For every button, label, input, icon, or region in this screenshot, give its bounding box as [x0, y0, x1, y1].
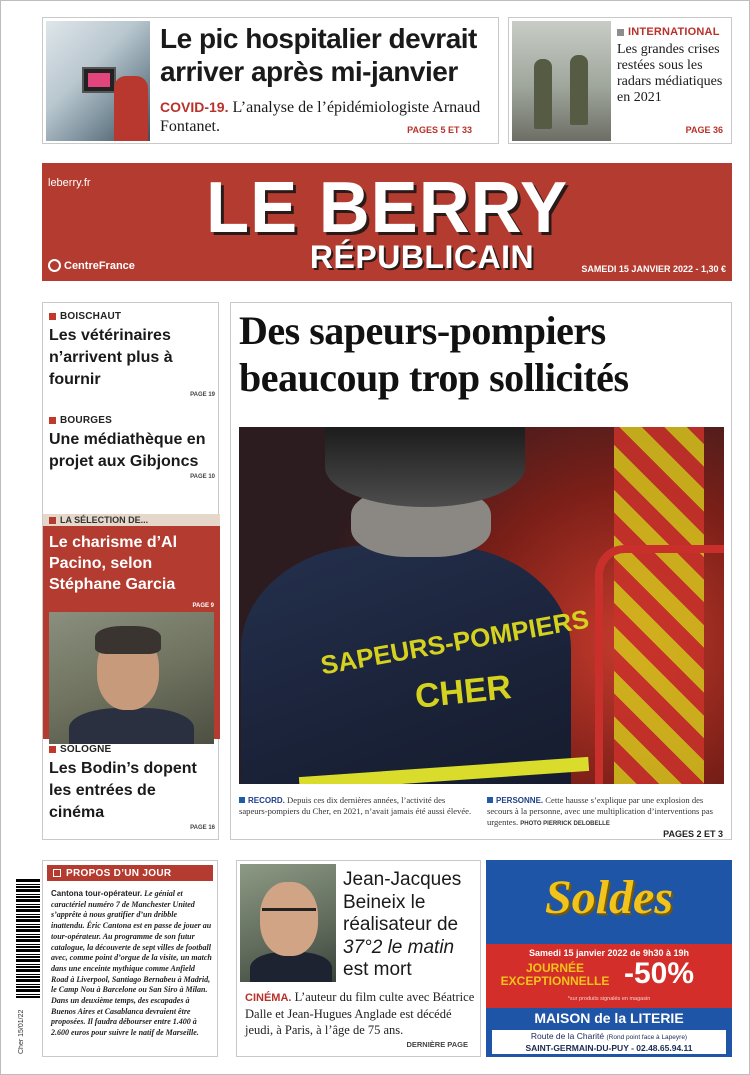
story-page: PAGE 19	[190, 392, 215, 398]
hospital-photo	[46, 21, 150, 141]
hair-shape	[95, 626, 161, 654]
story-boischaut[interactable]	[49, 311, 215, 398]
beineix-photo	[240, 864, 336, 982]
ad-fine-print: *sur produits signalés en magasin	[567, 996, 651, 1002]
propos-title: PROPOS D’UN JOUR	[66, 867, 172, 879]
teaser-international[interactable]	[508, 17, 732, 144]
masthead	[42, 163, 732, 281]
caption-label	[487, 796, 543, 805]
propos-lead: Cantona tour-opérateur.	[51, 889, 143, 898]
soldier-shape	[534, 59, 552, 129]
ad-deal-box	[486, 944, 732, 1008]
firefighter-helmet	[325, 427, 525, 507]
barcode-text: Cher 15/01/22	[18, 1009, 25, 1054]
portrait-photo	[49, 612, 214, 744]
beineix-text: L’auteur du film culte avec Béatrice Dalle et Jean-Hugues Anglade est décédé jeudi, à Paris, à l’âge de 75 ans.	[245, 990, 475, 1037]
caption-text: Cette hausse s’explique par une explosion des secours à la personne, avec une multiplication d’interventions pas urgentes.	[487, 795, 713, 827]
body-shape	[250, 952, 332, 982]
centrefrance-logo-icon	[48, 259, 61, 272]
caption-label-text: RECORD.	[248, 796, 285, 805]
kicker-label: LA SÉLECTION DE...	[60, 515, 149, 525]
story-kicker	[49, 744, 215, 755]
selection-headline: Le charisme d’Al Pacino, selon Stéphane Garcia	[49, 534, 178, 593]
truck-rail	[595, 545, 724, 784]
main-story-pages: PAGES 2 ET 3	[663, 829, 723, 839]
story-headline: Une médiathèque en projet aux Gibjoncs	[49, 431, 206, 470]
newspaper-subtitle: RÉPUBLICAIN	[309, 239, 535, 275]
teaser-international-body: Les grandes crises restées sous les radars médiatiques en 2021	[617, 42, 723, 105]
teaser-covid[interactable]	[42, 17, 499, 144]
ad-title: Soldes	[544, 871, 673, 924]
teaser-covid-text: L’analyse de l’épidémiologiste Arnaud Fontanet.	[160, 99, 481, 135]
propos-title-bar	[47, 865, 213, 881]
story-headline: Les Bodin’s dopent les entrées de cinéma	[49, 760, 197, 821]
teaser-covid-pages: PAGES 5 ET 33	[407, 125, 472, 135]
square-outline-icon	[53, 869, 61, 877]
monitor-shape	[82, 67, 116, 93]
main-headline: Des sapeurs-pompiers beaucoup trop sollicités	[239, 308, 629, 400]
story-page: PAGE 10	[190, 474, 215, 480]
headline-part: est mort	[343, 959, 412, 980]
story-kicker	[49, 415, 215, 426]
ad-address-line1: Route de la Charité	[530, 1031, 605, 1041]
square-bullet-icon	[239, 797, 245, 803]
square-bullet-icon	[617, 29, 624, 36]
ad-address-line2: SAINT-GERMAIN-DU-PUY - 02.48.65.94.11	[525, 1043, 693, 1053]
soldes-advertisement[interactable]	[486, 860, 732, 1057]
propos-text	[51, 889, 212, 1039]
beineix-body	[245, 989, 477, 1038]
caption-label	[239, 796, 285, 805]
caption-record	[239, 795, 473, 817]
square-bullet-icon	[49, 746, 56, 753]
ad-address-note: (Rond point face à Lapeyre)	[606, 1034, 688, 1041]
teaser-international-page: PAGE 36	[685, 125, 723, 135]
left-column	[42, 302, 219, 840]
barcode	[14, 878, 42, 1058]
photo-credit: PHOTO PIERRICK DELOBELLE	[520, 821, 610, 827]
selection-box[interactable]	[43, 514, 220, 739]
beineix-label: CINÉMA.	[245, 992, 292, 1004]
story-bourges[interactable]	[49, 415, 215, 480]
headline-part: Jean-Jacques Beineix le réalisateur de	[343, 869, 462, 935]
ad-address	[492, 1030, 726, 1054]
group-logo	[48, 259, 135, 272]
square-bullet-icon	[49, 313, 56, 320]
jacket-text-1: SAPEURS-POMPIERS	[318, 603, 592, 681]
square-bullet-icon	[487, 797, 493, 803]
issue-date-price: SAMEDI 15 JANVIER 2022 - 1,30 €	[581, 264, 726, 274]
caption-label-text: PERSONNE.	[496, 796, 544, 805]
ad-brand: MAISON de la LITERIE	[534, 1010, 684, 1026]
story-headline: Les vétérinaires n’arrivent plus à fournir	[49, 327, 173, 388]
teaser-international-kicker	[617, 26, 720, 38]
story-kicker	[49, 311, 215, 322]
propos-body: Le génial et caractériel numéro 7 de Manchester United s’apprête à nous gratifier d’un dribble inattendu. Éric Cantona est en passe de jouer au tour-opérateur. Au programme de son futur catalogue, la découverte de sept villes de football avec, comme point d’orgue de la visite, un match dans une enceinte mythique comme Anfield Road à Liverpool, Santiago Bernabeu à Madrid, le Camp Nou à Barcelone ou San Siro à Milan. Dans un deuxième temps, des escapades à Buenos Aires et Casablanca devraient être proposées. Il faudra débourser entre 1.400 à 2.600 euros pour suivre le natif de Marseille.	[51, 889, 212, 1038]
selection-kicker	[43, 514, 220, 526]
story-sologne[interactable]	[49, 744, 215, 831]
nurse-shape	[114, 76, 148, 141]
ad-discount: -50%	[624, 957, 695, 990]
firefighter-photo	[239, 427, 724, 784]
kicker-label: SOLOGNE	[60, 744, 112, 755]
ad-journee: JOURNÉE EXCEPTIONNELLE	[500, 961, 610, 988]
kicker-label: BOISCHAUT	[60, 311, 122, 322]
soldier-shape	[570, 55, 588, 125]
ad-date: Samedi 15 janvier 2022 de 9h30 à 19h	[528, 948, 690, 958]
teaser-covid-headline: Le pic hospitalier devrait arriver après mi-janvier	[160, 23, 477, 87]
group-name: CentreFrance	[64, 259, 135, 272]
kicker-label: BOURGES	[60, 415, 112, 426]
square-bullet-icon	[49, 517, 56, 524]
story-beineix[interactable]	[236, 860, 481, 1057]
propos-column[interactable]	[42, 860, 218, 1057]
caption-personne	[487, 795, 723, 830]
main-story[interactable]	[230, 302, 732, 840]
beineix-headline	[343, 869, 479, 982]
glasses-shape	[262, 908, 316, 920]
barcode-bars	[16, 878, 40, 998]
kicker-label: INTERNATIONAL	[628, 26, 720, 38]
website-link[interactable]: leberry.fr	[48, 177, 91, 189]
selection-page: PAGE 9	[192, 603, 214, 609]
beineix-page: DERNIÈRE PAGE	[406, 1040, 468, 1049]
square-bullet-icon	[49, 417, 56, 424]
soldiers-photo	[512, 21, 611, 141]
teaser-covid-label: COVID-19.	[160, 99, 229, 115]
film-title: 37°2 le matin	[343, 936, 455, 958]
jacket-text-2: CHER	[413, 668, 514, 716]
newspaper-title: LE BERRY	[206, 168, 568, 248]
story-page: PAGE 16	[190, 825, 215, 831]
jacket-shape	[69, 708, 194, 744]
caption-text: Depuis ces dix dernières années, l’activité des sapeurs-pompiers du Cher, en 2021, n’avait jamais été aussi élevée.	[239, 795, 472, 816]
